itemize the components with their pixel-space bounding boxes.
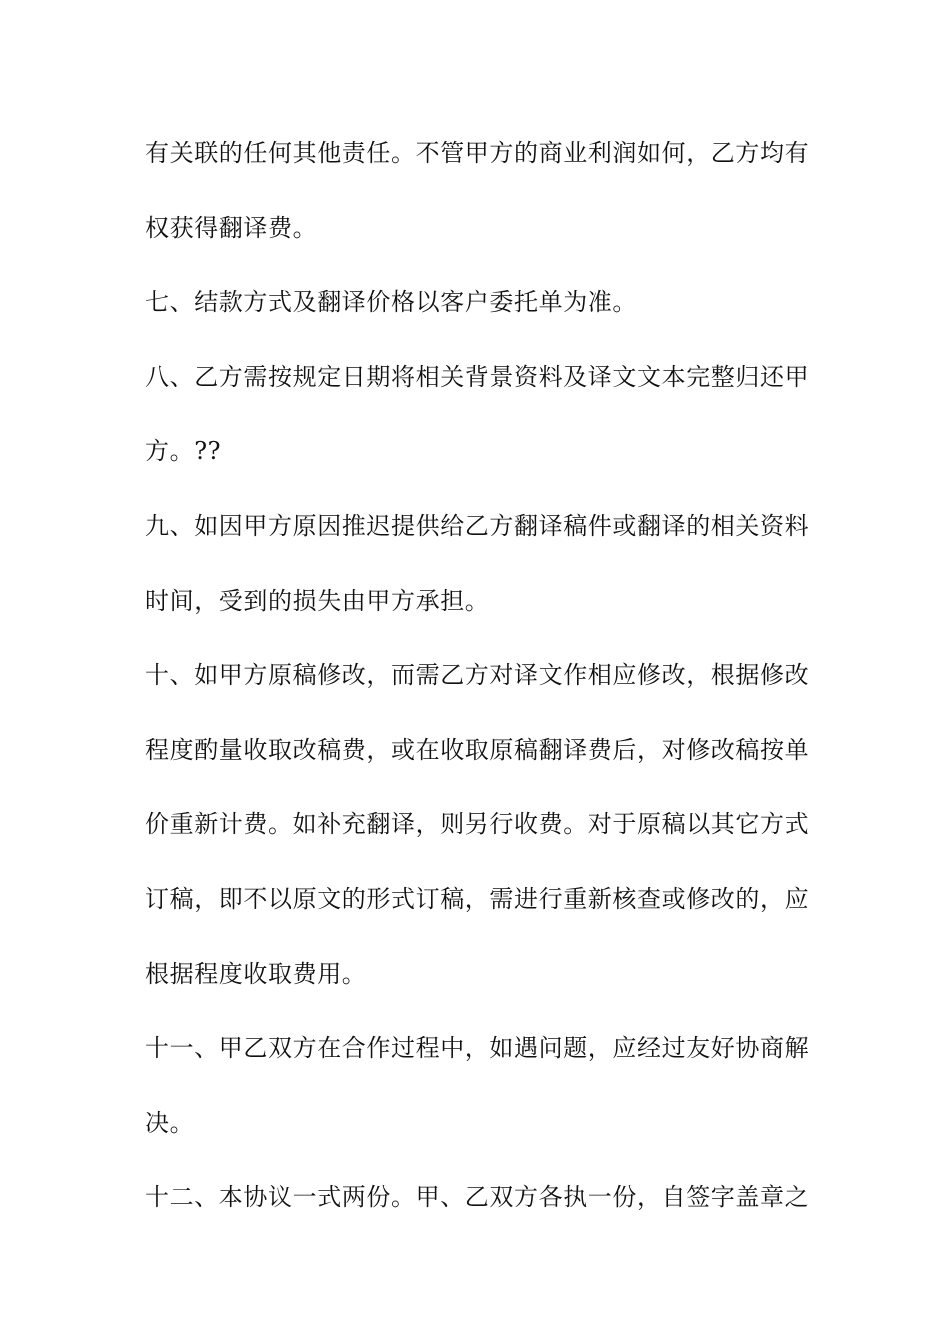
clause-11-line-2: 决。 [145,1108,195,1137]
clause-10-line-1: 十、如甲方原稿修改，而需乙方对译文作相应修改，根据修改 [145,661,810,690]
clause-11-line-1: 十一、甲乙双方在合作过程中，如遇问题，应经过友好协商解 [145,1034,810,1063]
clause-10-line-3: 价重新计费。如补充翻译，则另行收费。对于原稿以其它方式 [145,810,810,839]
clause-9-line-1: 九、如因甲方原因推迟提供给乙方翻译稿件或翻译的相关资料 [145,511,810,540]
contract-text [145,127,810,1246]
clause-10-line-4: 订稿，即不以原文的形式订稿，需进行重新核查或修改的，应 [145,884,810,913]
text-line-2: 权获得翻译费。 [145,213,318,242]
clause-10-line-5: 根据程度收取费用。 [145,959,367,988]
clause-9-line-2: 时间，受到的损失由甲方承担。 [145,586,490,615]
text-line-1: 有关联的任何其他责任。不管甲方的商业利润如何，乙方均有 [145,139,810,167]
clause-8-line-1: 八、乙方需按规定日期将相关背景资料及译文文本完整归还甲 [145,362,810,391]
clause-7: 七、结款方式及翻译价格以客户委托单为准。 [145,288,637,317]
clause-8-line-2: 方。?? [145,437,222,466]
clause-12-line-1: 十二、本协议一式两份。甲、乙双方各执一份，自签字盖章之 [145,1183,810,1212]
clause-10-line-2: 程度酌量收取改稿费，或在收取原稿翻译费后，对修改稿按单 [145,735,810,764]
